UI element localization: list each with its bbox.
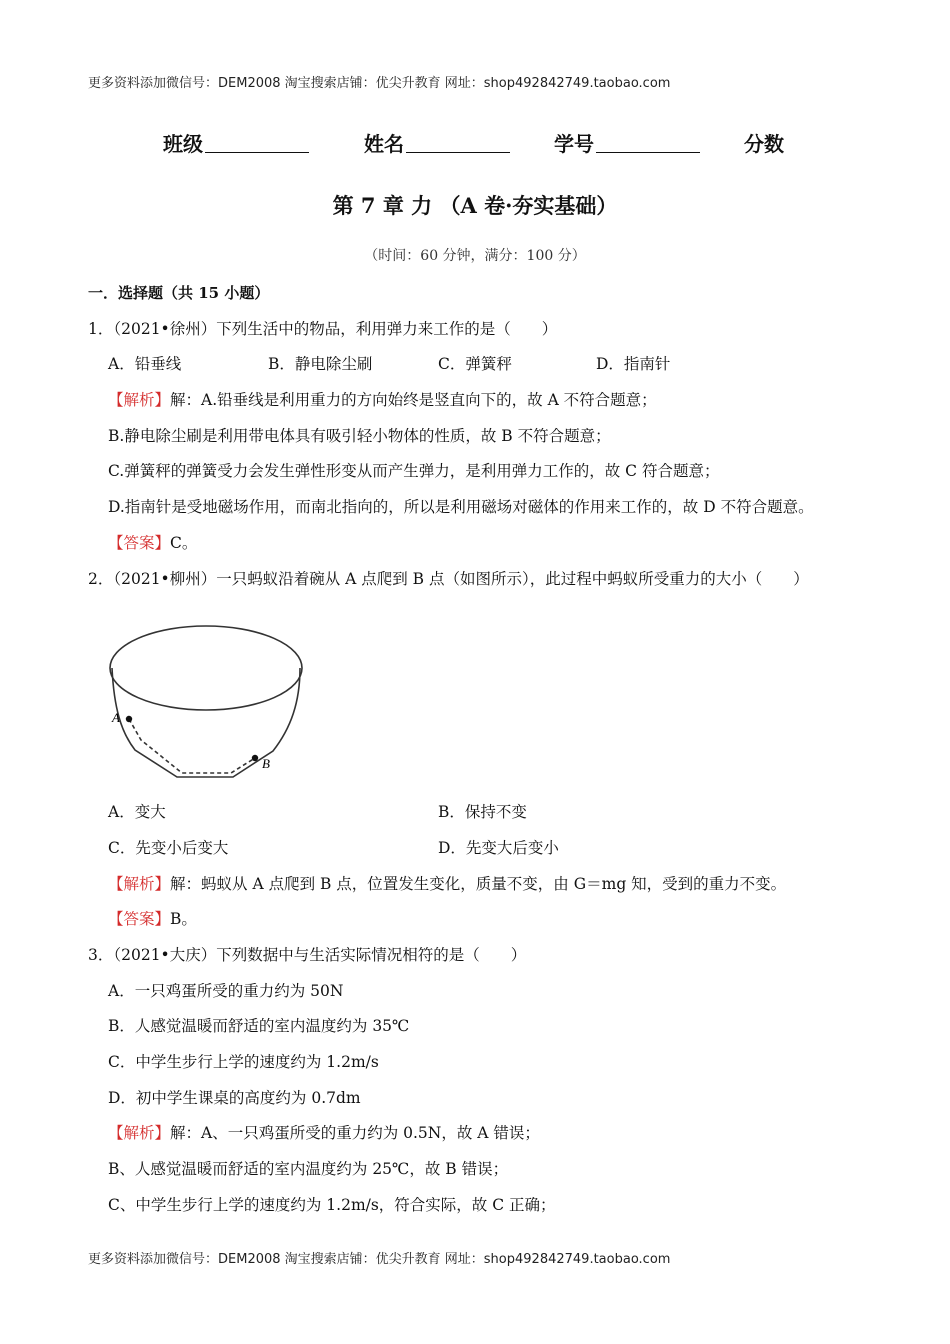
q1-analysis-line-3: C.弹簧秤的弹簧受力会发生弹性形变从而产生弹力，是利用弹力工作的，故 C 符合题意； <box>108 462 720 480</box>
q1-option-a: A．铅垂线 <box>108 355 182 373</box>
page-subtitle: （时间：60 分钟，满分：100 分） <box>364 248 586 264</box>
analysis-tag: 【解析】 <box>108 1124 171 1142</box>
name-blank[interactable] <box>406 134 510 153</box>
class-label: 班级 <box>163 132 203 156</box>
q3-stem: 3．（2021•大庆）下列数据中与生活实际情况相符的是（ ） <box>88 946 527 964</box>
page-footer: 更多资料添加微信号：DEM2008 淘宝搜索店铺：优尖升教育 网址：shop492842749.taobao.com <box>88 1252 671 1267</box>
bowl-rim <box>110 626 302 710</box>
q1-analysis-line-4: D.指南针是受地磁场作用，而南北指向的，所以是利用磁场对磁体的作用来工作的，故 D 不符合题意。 <box>108 498 814 516</box>
answer-tag: 【答案】 <box>108 910 171 928</box>
q1-analysis-line-1: 【解析】解：A.铅垂线是利用重力的方向始终是竖直向下的，故 A 不符合题意； <box>108 391 657 409</box>
name-label: 姓名 <box>364 132 404 156</box>
page-header: 更多资料添加微信号：DEM2008 淘宝搜索店铺：优尖升教育 网址：shop492842749.taobao.com <box>88 76 671 91</box>
number-blank[interactable] <box>596 134 700 153</box>
bowl-figure <box>105 608 315 788</box>
class-blank[interactable] <box>205 134 309 153</box>
q1-answer: 【答案】C。 <box>108 534 198 552</box>
q2-stem: 2．（2021•柳州）一只蚂蚁沿着碗从 A 点爬到 B 点（如图所示），此过程中蚂蚁所受重力的大小（ ） <box>88 570 809 588</box>
q1-analysis-line-2: B.静电除尘刷是利用带电体具有吸引轻小物体的性质，故 B 不符合题意； <box>108 427 611 445</box>
q2-option-b: B．保持不变 <box>438 803 527 821</box>
q3-option-b: B．人感觉温暖而舒适的室内温度约为 35℃ <box>108 1017 410 1035</box>
name-field <box>364 128 510 157</box>
point-a-label: A <box>112 710 120 725</box>
number-field <box>554 128 700 157</box>
ant-path <box>129 719 255 773</box>
q2-option-d: D．先变大后变小 <box>438 839 559 857</box>
q3-analysis-line-3: C、中学生步行上学的速度约为 1.2m/s，符合实际，故 C 正确； <box>108 1196 556 1214</box>
section-heading: 一．选择题（共 15 小题） <box>88 284 270 302</box>
point-b-dot <box>252 755 258 761</box>
analysis-tag: 【解析】 <box>108 391 171 409</box>
q1-stem: 1．（2021•徐州）下列生活中的物品，利用弹力来工作的是（ ） <box>88 320 558 338</box>
score-label: 分数 <box>744 132 784 156</box>
point-b-label: B <box>262 756 270 771</box>
q3-analysis-line-2: B、人感觉温暖而舒适的室内温度约为 25℃，故 B 错误； <box>108 1160 509 1178</box>
class-field <box>163 128 309 157</box>
q2-option-a: A．变大 <box>108 803 166 821</box>
q2-option-c: C．先变小后变大 <box>108 839 229 857</box>
page-title: 第 7 章 力 （A 卷·夯实基础） <box>332 193 618 218</box>
q1-option-c: C．弹簧秤 <box>438 355 512 373</box>
q3-analysis-line-1: 【解析】解：A、一只鸡蛋所受的重力约为 0.5N，故 A 错误； <box>108 1124 540 1142</box>
q1-option-b: B．静电除尘刷 <box>268 355 373 373</box>
q3-option-c: C．中学生步行上学的速度约为 1.2m/s <box>108 1053 379 1071</box>
q3-option-d: D．初中学生课桌的高度约为 0.7dm <box>108 1089 361 1107</box>
bowl-body <box>112 668 300 777</box>
analysis-tag: 【解析】 <box>108 875 171 893</box>
point-a-dot <box>126 716 132 722</box>
q2-analysis-line-1: 【解析】解：蚂蚁从 A 点爬到 B 点，位置发生变化，质量不变，由 G＝mg 知，受到的重力不变。 <box>108 875 787 893</box>
q3-option-a: A．一只鸡蛋所受的重力约为 50N <box>108 982 344 1000</box>
number-label: 学号 <box>554 132 594 156</box>
q1-option-d: D．指南针 <box>596 355 671 373</box>
q2-answer: 【答案】B。 <box>108 910 197 928</box>
answer-tag: 【答案】 <box>108 534 171 552</box>
